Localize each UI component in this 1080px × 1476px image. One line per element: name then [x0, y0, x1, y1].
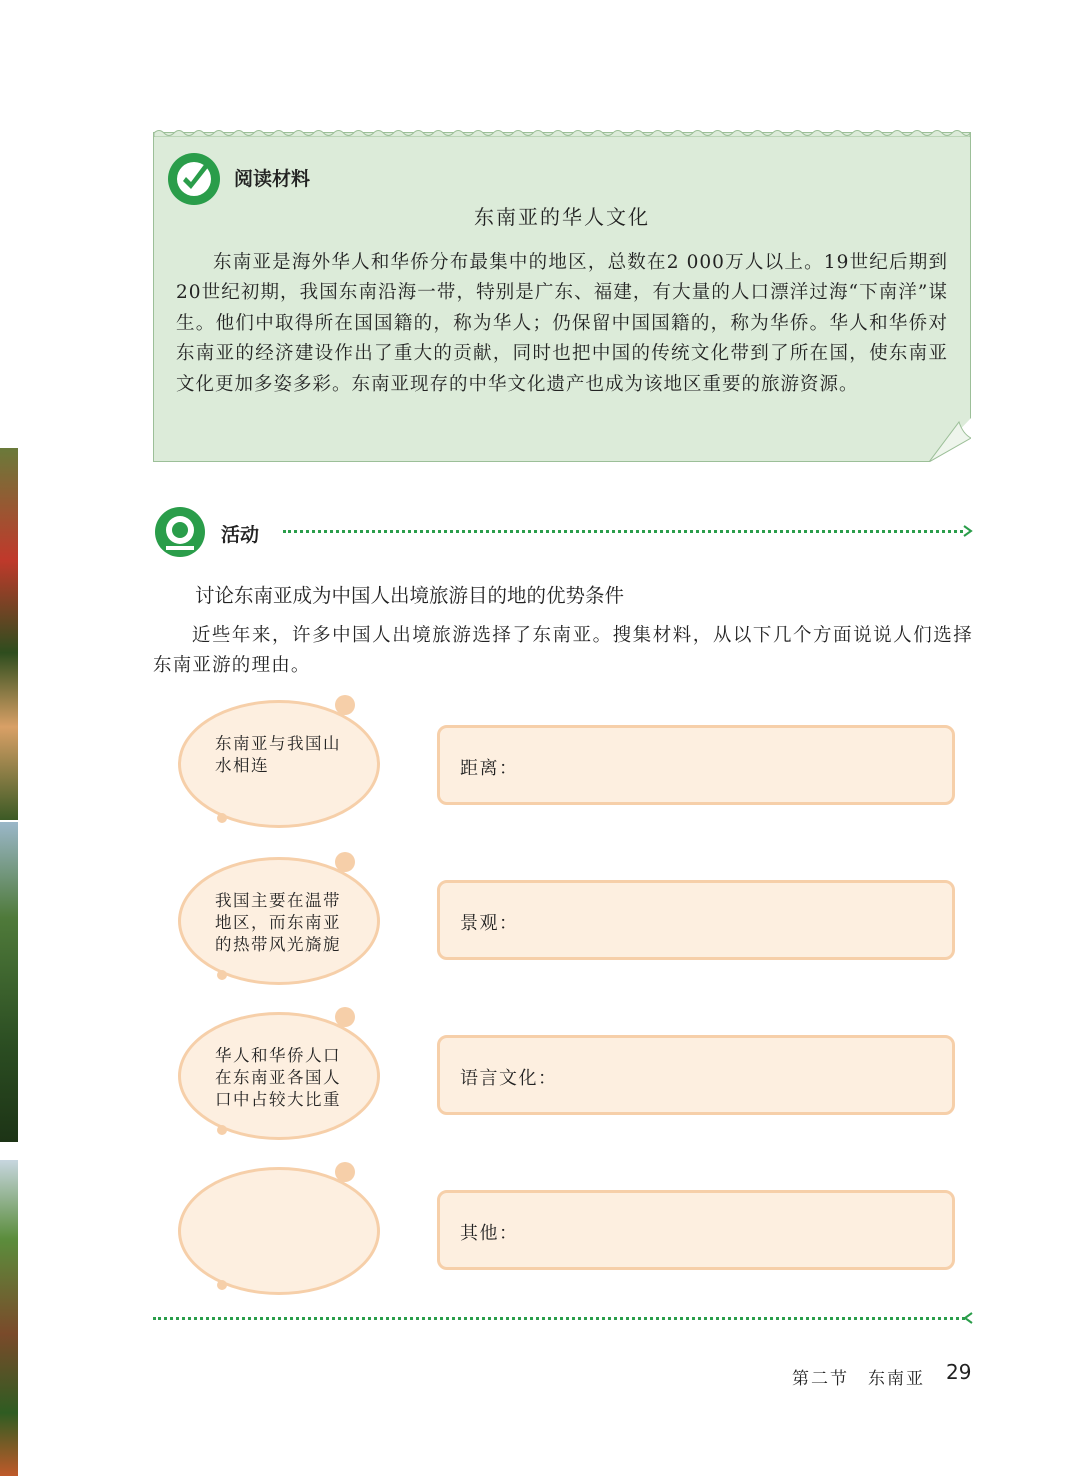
thought-bubble	[178, 1167, 380, 1295]
chevron-right-icon	[962, 524, 974, 538]
dotted-divider	[283, 530, 963, 533]
answer-box-language-culture[interactable]	[437, 1035, 955, 1115]
bubble-text: 我国主要在温带地区，而东南亚的热带风光旖旎	[215, 891, 341, 954]
reading-heading: 阅读材料	[234, 168, 311, 190]
pen-check-icon	[166, 151, 222, 207]
answer-label: 其他：	[460, 1223, 519, 1244]
page-curl-decoration	[929, 418, 971, 462]
reading-body: 东南亚是海外华人和华侨分布最集中的地区，总数在2 000万人以上。19世纪后期到20世纪初期，我国东南沿海一带，特别是广东、福建，有大量的人口漂洋过海“下南洋”谋生。他们中取得所在国国籍的，称为华人；仍保留中国国籍的，称为华侨。华人和华侨对东南亚的经济建设作出了重大的贡献，同时也把中国的传统文化带到了所在国，使东南亚文化更加多姿多彩。东南亚现存的中华文化遗产也成为该地区重要的旅游资源。	[176, 252, 948, 395]
activity-intro: 近些年来，许多中国人出境旅游选择了东南亚。搜集材料，从以下几个方面说说人们选择东南亚游的理由。	[153, 625, 973, 676]
wavy-border	[154, 127, 970, 137]
dotted-divider	[153, 1317, 965, 1320]
section-title: 第二节 东南亚	[792, 1369, 925, 1389]
answer-box-other[interactable]	[437, 1190, 955, 1270]
edge-photo-strip	[0, 448, 18, 820]
thought-bubble	[178, 1012, 380, 1140]
ring-icon	[154, 506, 206, 558]
chevron-left-icon	[962, 1311, 974, 1325]
activity-title: 讨论东南亚成为中国人出境旅游目的地的优势条件	[195, 584, 625, 607]
answer-box-distance[interactable]	[437, 725, 955, 805]
thought-bubble	[178, 857, 380, 985]
answer-box-scenery[interactable]	[437, 880, 955, 960]
reading-material-box	[153, 132, 971, 462]
reading-title: 东南亚的华人文化	[474, 205, 650, 229]
bubble-text: 华人和华侨人口在东南亚各国人口中占较大比重	[215, 1046, 341, 1109]
activity-label: 活动	[221, 524, 260, 546]
answer-label: 语言文化：	[460, 1068, 558, 1089]
page-number: 29	[946, 1360, 972, 1384]
bubble-text: 东南亚与我国山水相连	[215, 734, 341, 775]
answer-label: 距离：	[460, 758, 519, 779]
thought-bubble	[178, 700, 380, 828]
edge-photo-strip	[0, 1160, 18, 1476]
answer-label: 景观：	[460, 913, 519, 934]
edge-photo-strip	[0, 822, 18, 1142]
